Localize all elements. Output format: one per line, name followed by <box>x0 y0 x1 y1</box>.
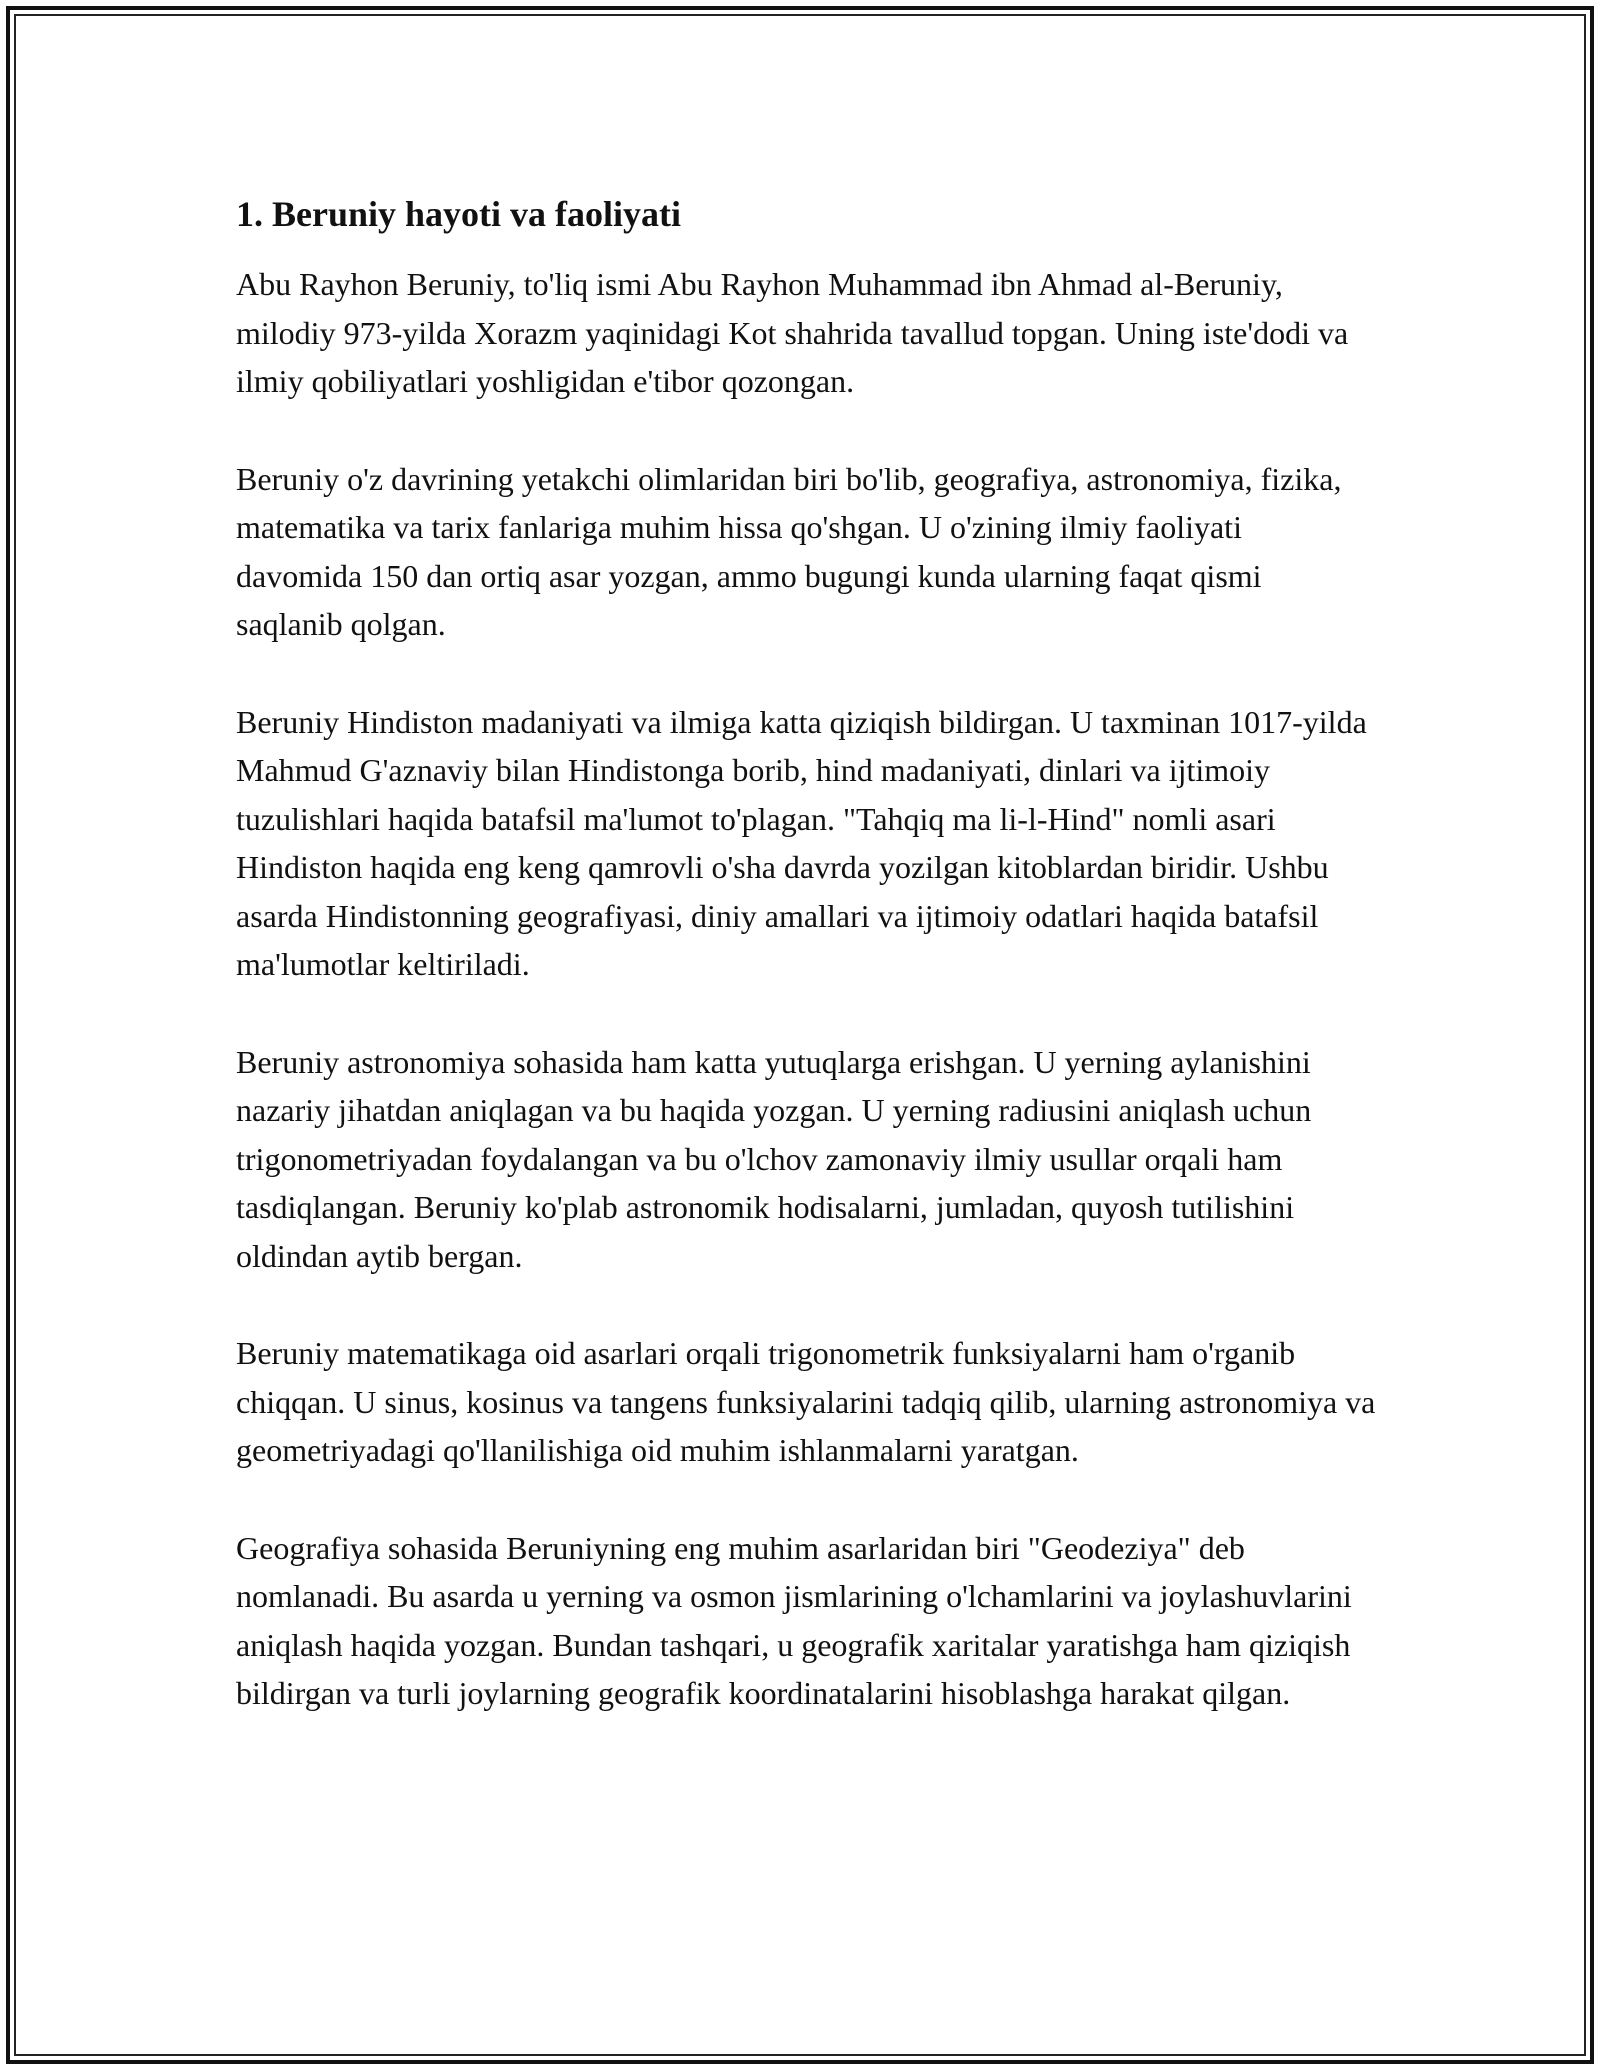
paragraph-mathematics: Beruniy matematikaga oid asarlari orqali trigonometrik funksiyalarni ham o'rganib chiqqan. U sinus, kosinus va tangens funksiyalarini tadqiq qilib, ularning astronomiya va geometriyadagi qo'llanilishiga oid muhim ishlanmalarni yaratgan. <box>236 1335 1376 1468</box>
paragraph-scholarship: Beruniy o'z davrining yetakchi olimlaridan biri bo'lib, geografiya, astronomiya, fizika, matematika va tarix fanlariga muhim hissa qo'shgan. U o'zining ilmiy faoliyati davomida 150 dan ortiq asar yozgan, ammo bugungi kunda ularning faqat qismi saqlanib qolgan. <box>236 460 1342 642</box>
paragraph-india: Beruniy Hindiston madaniyati va ilmiga katta qiziqish bildirgan. U taxminan 1017-yilda Mahmud G'aznaviy bilan Hindistonga borib, hind madaniyati, dinlari va ijtimoiy tuzulishlari haqida batafsil ma'lumot to'plagan. "Tahqiq ma li-l-Hind" nomli asari Hindiston haqida eng keng qamrovli o'sha davrda yozilgan kitoblardan biridir. Ushbu asarda Hindistonning geografiyasi, diniy amallari va ijtimoiy odatlari haqida batafsil ma'lumotlar keltiriladi. <box>236 703 1367 982</box>
section-title: 1. Beruniy hayoti va faoliyati <box>236 194 682 234</box>
paragraph-geography: Geografiya sohasida Beruniyning eng muhim asarlaridan biri "Geodeziya" deb nomlanadi. Bu asarda u yerning va osmon jismlarining o'lchamlarini va joylashuvlarini aniqlash haqida yozgan. Bundan tashqari, u geografik xaritalar yaratishga ham qiziqish bildirgan va turli joylarning geografik koordinatalarini hisoblashga harakat qilgan. <box>236 1529 1352 1711</box>
paragraph-biography: Abu Rayhon Beruniy, to'liq ismi Abu Rayhon Muhammad ibn Ahmad al-Beruniy, milodiy 973-yilda Xorazm yaqinidagi Kot shahrida tavallud topgan. Uning iste'dodi va ilmiy qobiliyatlari yoshligidan e'tibor qozongan. <box>236 266 1349 399</box>
document-body <box>236 190 1376 1767</box>
paragraph-astronomy: Beruniy astronomiya sohasida ham katta yutuqlarga erishgan. U yerning aylanishini nazariy jihatdan aniqlagan va bu haqida yozgan. U yerning radiusini aniqlash uchun trigonometriyadan foydalangan va bu o'lchov zamonaviy ilmiy usullar orqali ham tasdiqlangan. Beruniy ko'plab astronomik hodisalarni, jumladan, quyosh tutilishini oldindan aytib bergan. <box>236 1043 1312 1274</box>
